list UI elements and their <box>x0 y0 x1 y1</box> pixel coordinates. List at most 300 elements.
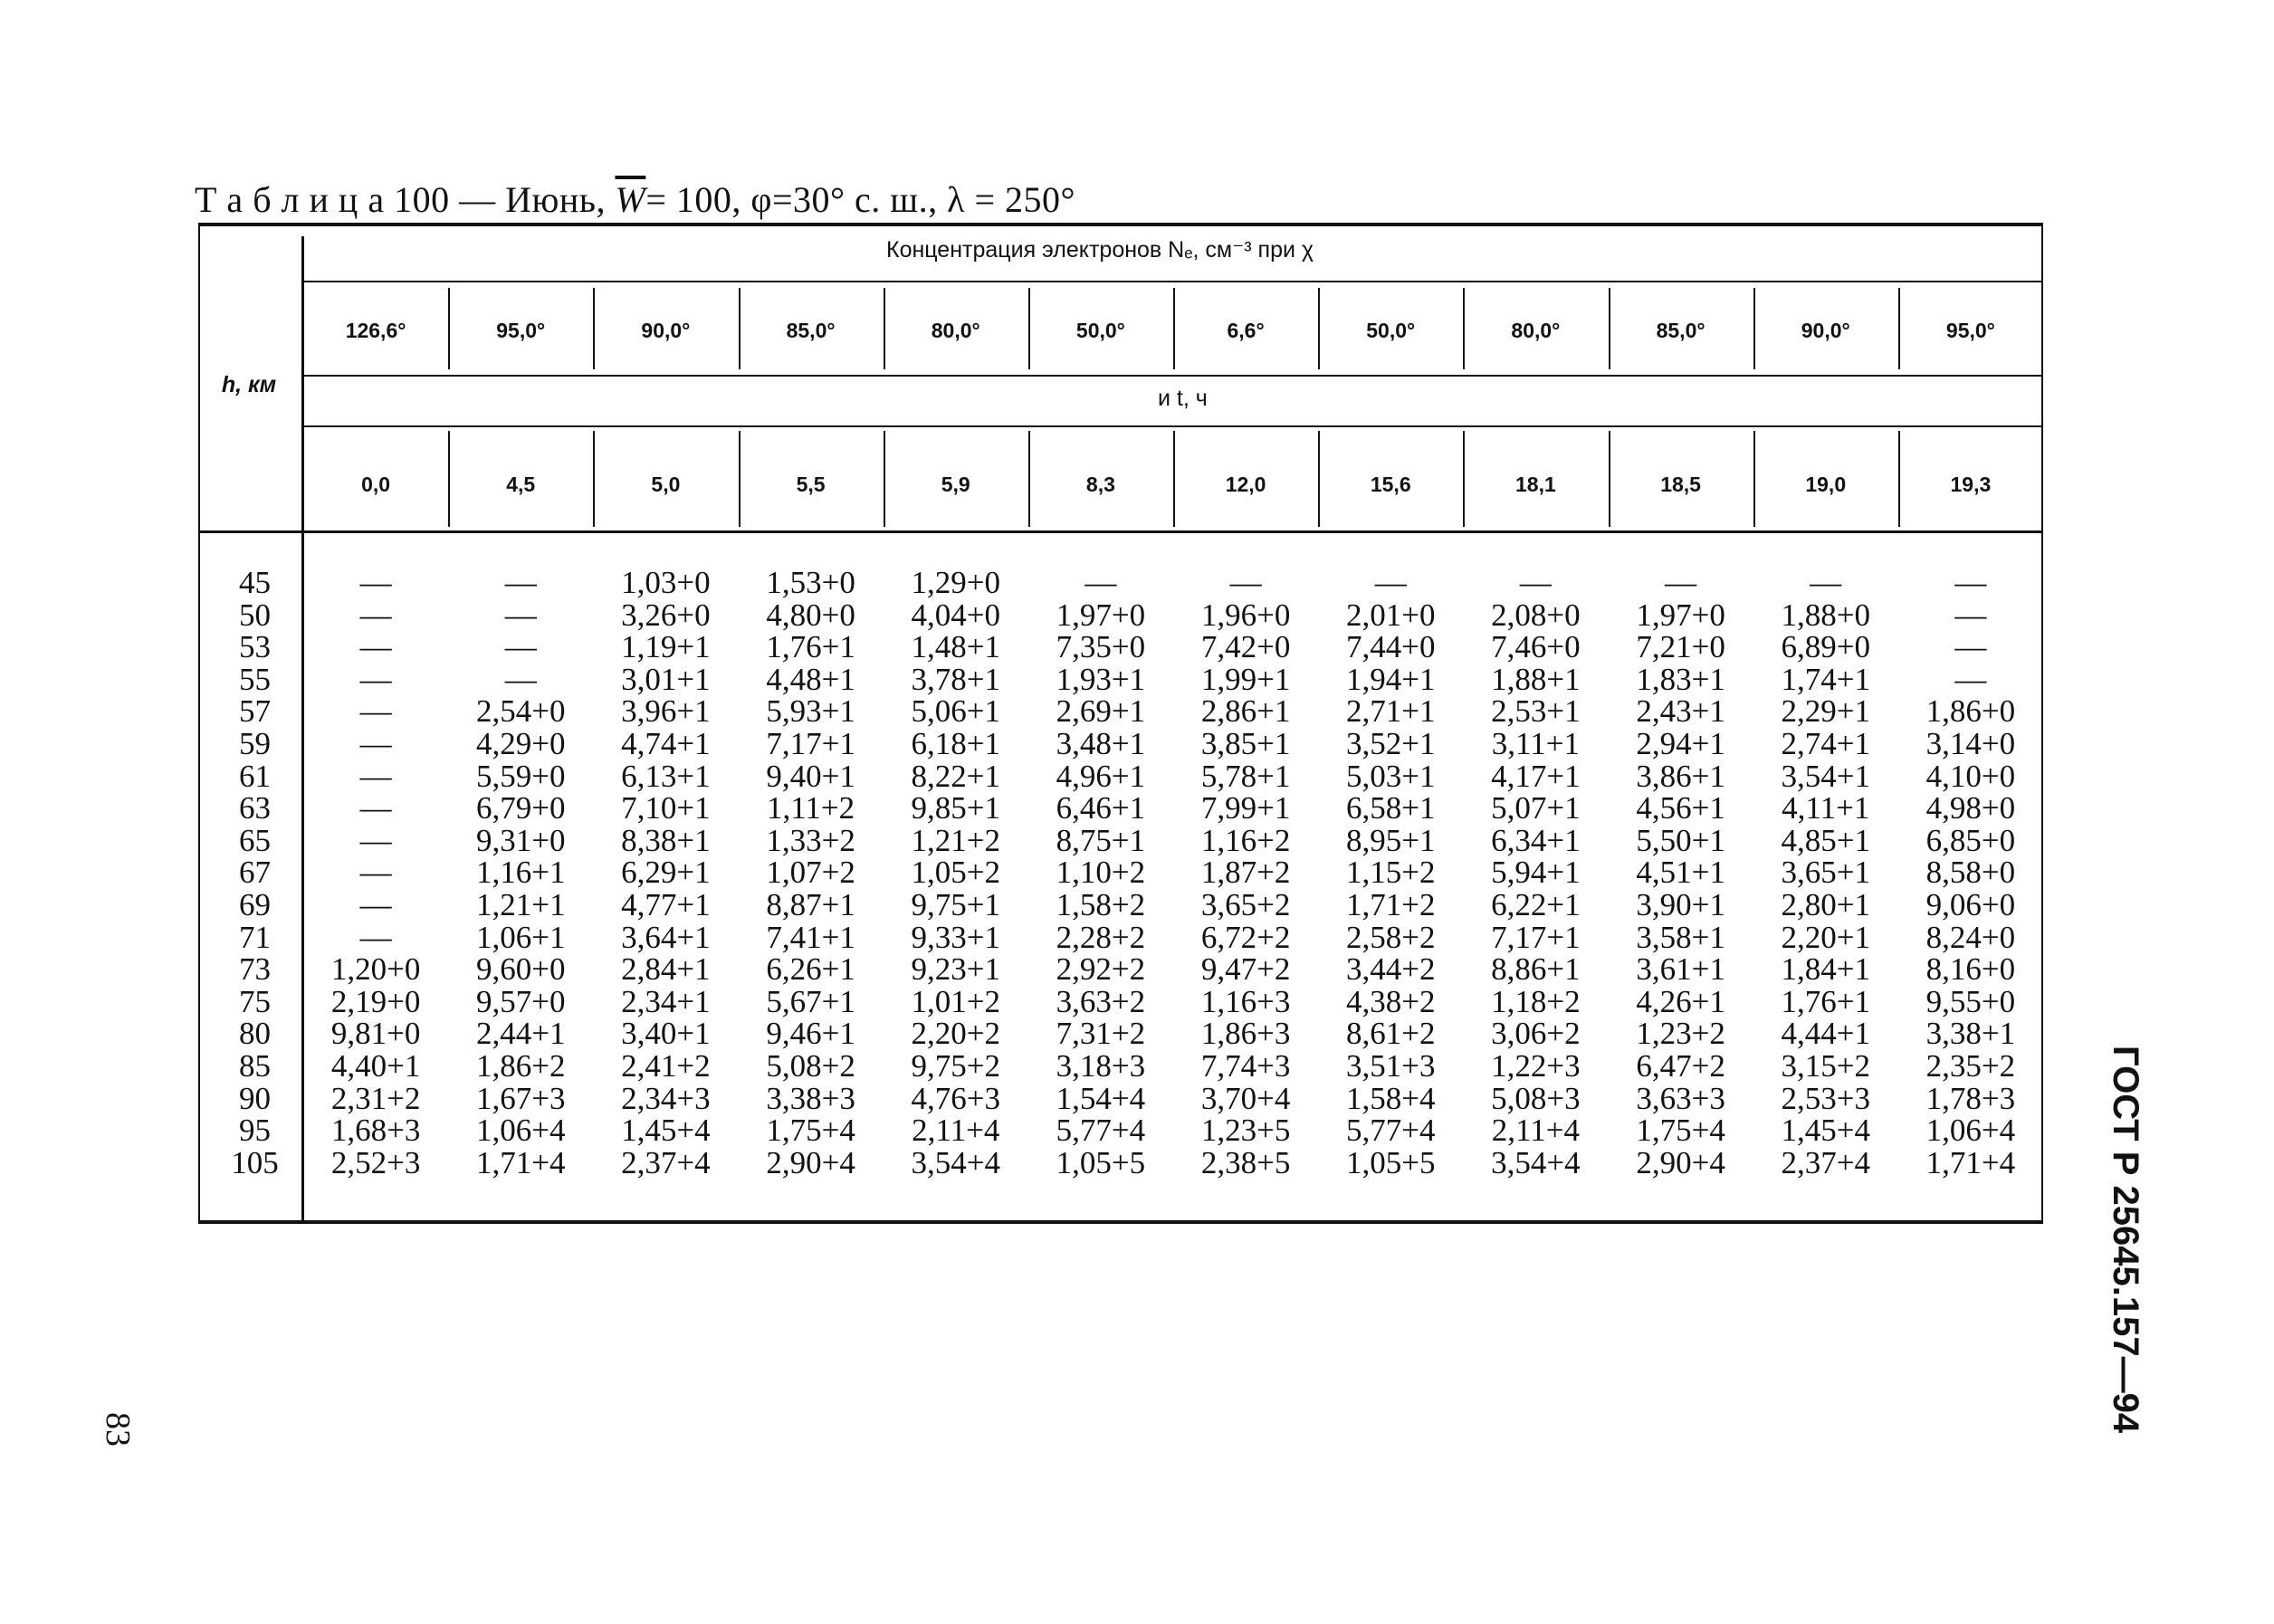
value-cell: 8,87+1 <box>766 887 855 922</box>
value-cell: 9,40+1 <box>766 758 855 794</box>
value-cell: 1,97+0 <box>1636 597 1725 633</box>
height-cell: 61 <box>239 758 271 794</box>
value-cell: 6,46+1 <box>1056 790 1146 826</box>
value-cell: 4,96+1 <box>1056 758 1146 794</box>
t-header-cell: 15,6 <box>1370 473 1411 496</box>
value-cell: 1,87+2 <box>1200 855 1291 891</box>
t-header-cell: 19,3 <box>1950 473 1992 496</box>
value-cell: — <box>1374 565 1407 600</box>
value-cell: 5,78+1 <box>1200 758 1291 794</box>
value-cell: 1,54+4 <box>1056 1080 1146 1116</box>
value-cell: 1,84+1 <box>1781 951 1870 988</box>
value-cell: 1,21+2 <box>911 822 1000 858</box>
table-row <box>198 599 2043 632</box>
value-cell: — <box>504 597 537 633</box>
value-cell: 4,26+1 <box>1636 983 1725 1019</box>
value-cell: 3,26+0 <box>621 597 711 633</box>
value-cell: 9,31+0 <box>475 822 566 858</box>
value-cell: 1,07+2 <box>766 855 855 891</box>
value-cell: 8,22+1 <box>911 758 1000 794</box>
value-cell: 8,58+0 <box>1925 855 2016 891</box>
value-cell: 1,75+4 <box>1636 1113 1725 1149</box>
value-cell: 9,75+2 <box>911 1048 1000 1084</box>
table-row <box>198 889 2043 922</box>
table-row <box>198 1080 2043 1116</box>
t-header-cell: 18,1 <box>1515 473 1556 496</box>
height-cell: 63 <box>239 790 271 826</box>
table-caption <box>195 178 1075 221</box>
value-cell: 1,58+4 <box>1345 1080 1436 1116</box>
value-cell: 9,06+0 <box>1925 887 2016 922</box>
value-cell: 7,44+0 <box>1345 629 1436 665</box>
value-cell: — <box>1810 565 1842 600</box>
value-cell: 5,08+3 <box>1491 1080 1581 1116</box>
height-cell: 59 <box>239 726 271 761</box>
height-cell: 80 <box>239 1016 271 1052</box>
value-cell: 2,52+3 <box>330 1144 421 1180</box>
value-cell: 2,37+4 <box>1781 1144 1870 1180</box>
value-cell: 5,93+1 <box>766 693 855 730</box>
value-cell: 5,08+2 <box>766 1048 855 1084</box>
value-cell: 7,10+1 <box>621 790 711 826</box>
value-cell: 3,14+0 <box>1925 726 2016 761</box>
value-cell: 2,29+1 <box>1781 693 1870 730</box>
height-cell: 73 <box>239 951 271 988</box>
value-cell: 6,22+1 <box>1491 887 1581 922</box>
header-rule-2 <box>303 375 2043 377</box>
table-bottom-rule <box>198 1220 2043 1224</box>
value-cell: 1,86+2 <box>475 1048 566 1084</box>
value-cell: 4,48+1 <box>766 661 855 697</box>
caption-w-symbol: $\overline{W}$ <box>615 179 646 220</box>
value-cell: 6,85+0 <box>1925 822 2016 858</box>
value-cell: 2,80+1 <box>1781 887 1870 922</box>
value-cell: 9,47+2 <box>1200 951 1291 988</box>
height-cell: 90 <box>239 1080 271 1116</box>
value-cell: 1,71+4 <box>1925 1144 2016 1180</box>
value-cell: 1,05+2 <box>911 855 1000 891</box>
value-cell: 5,77+4 <box>1345 1113 1436 1149</box>
value-cell: 4,76+3 <box>911 1080 1000 1116</box>
value-cell: 1,16+2 <box>1200 822 1291 858</box>
header-rule-1 <box>303 281 2043 282</box>
value-cell: 4,85+1 <box>1781 822 1870 858</box>
value-cell: — <box>359 597 392 633</box>
value-cell: 2,84+1 <box>621 951 711 988</box>
chi-header-cell: 6,6° <box>1227 319 1265 342</box>
value-cell: 5,50+1 <box>1636 822 1725 858</box>
electron-concentration-table <box>198 223 2043 1224</box>
page-number: 83 <box>99 1412 137 1447</box>
value-cell: 3,18+3 <box>1056 1048 1146 1084</box>
value-cell: 2,69+1 <box>1056 693 1146 730</box>
chi-header-cell: 80,0° <box>1511 319 1561 342</box>
height-cell: 85 <box>239 1048 271 1084</box>
value-cell: 6,47+2 <box>1636 1048 1725 1084</box>
value-cell: 2,11+4 <box>912 1113 1000 1149</box>
value-cell: — <box>359 661 392 697</box>
table-row <box>198 983 2043 1019</box>
value-cell: 1,76+1 <box>1781 983 1870 1019</box>
table-top-rule <box>198 223 2043 226</box>
value-cell: 7,31+2 <box>1056 1016 1146 1052</box>
chi-header-cell: 90,0° <box>641 319 691 342</box>
value-cell: 1,23+5 <box>1200 1113 1291 1149</box>
value-cell: 7,42+0 <box>1200 629 1291 665</box>
table-row <box>198 631 2043 664</box>
value-cell: 2,92+2 <box>1056 951 1146 988</box>
value-cell: 3,90+1 <box>1636 887 1725 922</box>
value-cell: 2,86+1 <box>1200 693 1291 730</box>
value-cell: 4,80+0 <box>766 597 855 633</box>
chi-header-cell: 80,0° <box>931 319 980 342</box>
value-cell: 6,58+1 <box>1345 790 1436 826</box>
value-cell: 3,61+1 <box>1636 951 1725 988</box>
value-cell: 1,88+1 <box>1491 661 1581 697</box>
value-cell: — <box>359 790 392 826</box>
value-cell: 1,16+1 <box>475 855 566 891</box>
value-cell: 1,05+5 <box>1056 1144 1146 1180</box>
value-cell: — <box>359 919 392 955</box>
value-cell: 2,20+1 <box>1781 919 1870 955</box>
value-cell: 1,05+5 <box>1345 1144 1436 1180</box>
value-cell: 2,08+0 <box>1491 597 1581 633</box>
value-cell: 1,22+3 <box>1491 1048 1581 1084</box>
value-cell: — <box>359 693 392 730</box>
value-cell: — <box>359 629 392 665</box>
value-cell: 1,83+1 <box>1636 661 1725 697</box>
t-header-cell: 18,5 <box>1660 473 1701 496</box>
value-cell: 1,74+1 <box>1781 661 1870 697</box>
value-cell: 7,46+0 <box>1491 629 1581 665</box>
value-cell: 5,06+1 <box>911 693 1000 730</box>
value-cell: 1,45+4 <box>1781 1113 1870 1149</box>
value-cell: 9,81+0 <box>330 1016 421 1052</box>
value-cell: 4,44+1 <box>1781 1016 1870 1052</box>
value-cell: 2,35+2 <box>1925 1048 2016 1084</box>
value-cell: 1,99+1 <box>1200 661 1291 697</box>
value-cell: 4,98+0 <box>1925 790 2016 826</box>
value-cell: 6,29+1 <box>621 855 711 891</box>
value-cell: — <box>359 887 392 922</box>
t-header-cell: 19,0 <box>1805 473 1847 496</box>
t-header-cell: 12,0 <box>1225 473 1266 496</box>
t-header-cell: 5,5 <box>796 473 826 496</box>
value-cell: — <box>1665 565 1697 600</box>
caption-prefix: Т а б л и ц а 100 — Июнь, <box>195 179 616 220</box>
value-cell: 4,17+1 <box>1491 758 1581 794</box>
value-cell: 7,21+0 <box>1636 629 1725 665</box>
value-cell: 3,96+1 <box>621 693 711 730</box>
value-cell: 7,99+1 <box>1200 790 1291 826</box>
value-cell: 3,38+3 <box>766 1080 855 1116</box>
table-row <box>198 728 2043 760</box>
value-cell: 9,46+1 <box>766 1016 855 1052</box>
height-cell: 65 <box>239 822 271 858</box>
value-cell: 1,45+4 <box>621 1113 711 1149</box>
table-row <box>198 661 2043 697</box>
height-cell: 71 <box>239 919 271 955</box>
value-cell: 3,63+2 <box>1056 983 1146 1019</box>
t-header-cell: 0,0 <box>361 473 391 496</box>
table-row <box>198 822 2043 858</box>
value-cell: 8,38+1 <box>621 822 711 858</box>
value-cell: 8,24+0 <box>1925 919 2016 955</box>
height-cell: 50 <box>239 597 271 633</box>
height-cell: 53 <box>239 629 271 665</box>
value-cell: 8,61+2 <box>1345 1016 1436 1052</box>
table-row <box>198 856 2043 889</box>
t-header-cell: 5,0 <box>651 473 681 496</box>
value-cell: — <box>1229 565 1262 600</box>
value-cell: 4,51+1 <box>1636 855 1725 891</box>
value-cell: 1,18+2 <box>1491 983 1581 1019</box>
value-cell: 4,40+1 <box>330 1048 421 1084</box>
value-cell: 1,23+2 <box>1636 1016 1725 1052</box>
value-cell: — <box>1954 597 1987 633</box>
value-cell: 2,19+0 <box>330 983 421 1019</box>
value-cell: 1,68+3 <box>330 1113 421 1149</box>
t-header-cell: 8,3 <box>1085 473 1115 496</box>
table-row <box>198 919 2043 955</box>
value-cell: — <box>1954 661 1987 697</box>
value-cell: 2,90+4 <box>1636 1144 1725 1180</box>
value-cell: 1,93+1 <box>1056 661 1146 697</box>
value-cell: 1,96+0 <box>1200 597 1291 633</box>
value-cell: — <box>1954 629 1987 665</box>
value-cell: 1,06+4 <box>1925 1113 2016 1149</box>
value-cell: — <box>504 565 537 600</box>
value-cell: 4,10+0 <box>1925 758 2016 794</box>
value-cell: 1,29+0 <box>911 565 1000 600</box>
value-cell: 1,48+1 <box>911 629 1000 665</box>
height-cell: 67 <box>239 855 271 891</box>
value-cell: 1,20+0 <box>330 951 421 988</box>
value-cell: 2,74+1 <box>1781 726 1870 761</box>
value-cell: 1,94+1 <box>1345 661 1436 697</box>
value-cell: 5,67+1 <box>766 983 855 1019</box>
value-cell: 1,58+2 <box>1056 887 1146 922</box>
value-cell: 9,55+0 <box>1925 983 2016 1019</box>
value-cell: 2,53+3 <box>1781 1080 1870 1116</box>
value-cell: 3,65+1 <box>1781 855 1870 891</box>
value-cell: 3,06+2 <box>1491 1016 1581 1052</box>
sub-header-t: и t, ч <box>1158 386 1208 411</box>
height-cell: 95 <box>239 1113 271 1149</box>
value-cell: — <box>1084 565 1117 600</box>
table-row <box>198 760 2043 793</box>
value-cell: 6,18+1 <box>911 726 1000 761</box>
value-cell: 6,34+1 <box>1491 822 1581 858</box>
value-cell: 9,23+1 <box>911 951 1000 988</box>
value-cell: 5,03+1 <box>1345 758 1436 794</box>
value-cell: 1,53+0 <box>766 565 855 600</box>
table-row <box>198 1114 2043 1147</box>
value-cell: 3,44+2 <box>1345 951 1436 988</box>
value-cell: 9,75+1 <box>911 887 1000 922</box>
value-cell: 3,52+1 <box>1345 726 1436 761</box>
value-cell: 3,64+1 <box>621 919 711 955</box>
value-cell: — <box>359 758 392 794</box>
value-cell: 5,94+1 <box>1491 855 1581 891</box>
value-cell: 2,53+1 <box>1491 693 1581 730</box>
value-cell: 1,10+2 <box>1056 855 1146 891</box>
t-header-cell: 5,9 <box>941 473 970 496</box>
value-cell: 2,71+1 <box>1345 693 1436 730</box>
height-cell: 45 <box>239 565 271 600</box>
header-rule-3 <box>303 425 2043 427</box>
value-cell: 1,86+3 <box>1200 1016 1291 1052</box>
value-cell: 1,78+3 <box>1925 1080 2016 1116</box>
table-row <box>198 567 2043 599</box>
height-cell: 69 <box>239 887 271 922</box>
value-cell: — <box>504 629 537 665</box>
value-cell: 7,17+1 <box>1491 919 1581 955</box>
value-cell: 3,70+4 <box>1200 1080 1291 1116</box>
value-cell: 3,54+4 <box>911 1144 1000 1180</box>
value-cell: 1,86+0 <box>1925 693 2016 730</box>
value-cell: 6,89+0 <box>1781 629 1870 665</box>
value-cell: 2,54+0 <box>475 693 566 730</box>
value-cell: 1,88+0 <box>1781 597 1870 633</box>
value-cell: 8,16+0 <box>1925 951 2016 988</box>
value-cell: 9,57+0 <box>475 983 566 1019</box>
chi-header-cell: 50,0° <box>1075 319 1125 342</box>
value-cell: 1,97+0 <box>1056 597 1146 633</box>
value-cell: 3,38+1 <box>1925 1016 2016 1052</box>
value-cell: 1,75+4 <box>766 1113 855 1149</box>
value-cell: 2,34+1 <box>621 983 711 1019</box>
value-cell: 2,11+4 <box>1491 1113 1580 1149</box>
table-row <box>198 1050 2043 1083</box>
value-cell: 3,65+2 <box>1200 887 1291 922</box>
value-cell: 2,20+2 <box>911 1016 1000 1052</box>
value-cell: 9,33+1 <box>911 919 1000 955</box>
value-cell: 7,35+0 <box>1056 629 1146 665</box>
value-cell: 3,40+1 <box>621 1016 711 1052</box>
value-cell: 2,37+4 <box>621 1144 711 1180</box>
t-header-cell: 4,5 <box>506 473 536 496</box>
value-cell: 6,13+1 <box>621 758 711 794</box>
value-cell: — <box>359 565 392 600</box>
value-cell: — <box>359 822 392 858</box>
value-cell: 3,48+1 <box>1056 726 1146 761</box>
value-cell: 8,86+1 <box>1491 951 1581 988</box>
value-cell: 3,51+3 <box>1345 1048 1436 1084</box>
value-cell: 8,95+1 <box>1345 822 1436 858</box>
height-cell: 75 <box>239 983 271 1019</box>
chi-header-cell: 50,0° <box>1366 319 1416 342</box>
caption-suffix: = 100, φ=30° с. ш., λ = 250° <box>645 179 1076 220</box>
chi-header-cell: 95,0° <box>496 319 546 342</box>
value-cell: 2,90+4 <box>766 1144 855 1180</box>
value-cell: — <box>359 855 392 891</box>
value-cell: 1,16+3 <box>1200 983 1291 1019</box>
value-cell: 4,56+1 <box>1636 790 1725 826</box>
value-cell: 4,11+1 <box>1782 790 1870 826</box>
value-cell: 3,54+1 <box>1781 758 1870 794</box>
row-header-h-km: h, км <box>221 372 277 397</box>
value-cell: — <box>359 726 392 761</box>
value-cell: 2,31+2 <box>330 1080 421 1116</box>
value-cell: 4,74+1 <box>621 726 711 761</box>
value-cell: 3,63+3 <box>1636 1080 1725 1116</box>
table-row <box>198 792 2043 825</box>
value-cell: 1,71+2 <box>1345 887 1436 922</box>
value-cell: 3,01+1 <box>621 661 711 697</box>
value-cell: 2,58+2 <box>1345 919 1436 955</box>
value-cell: 3,86+1 <box>1636 758 1725 794</box>
value-cell: 1,06+4 <box>475 1113 566 1149</box>
table-row <box>198 953 2043 986</box>
value-cell: 2,43+1 <box>1636 693 1725 730</box>
value-cell: 2,44+1 <box>475 1016 566 1052</box>
value-cell: 2,01+0 <box>1345 597 1436 633</box>
chi-header-cell: 90,0° <box>1801 319 1850 342</box>
value-cell: 4,29+0 <box>475 726 566 761</box>
value-cell: 5,59+0 <box>475 758 566 794</box>
value-cell: 6,26+1 <box>766 951 855 988</box>
value-cell: 4,77+1 <box>621 887 711 922</box>
chi-header-cell: 95,0° <box>1945 319 1995 342</box>
value-cell: 1,11+2 <box>766 790 855 826</box>
table-row <box>198 695 2043 728</box>
value-cell: 7,17+1 <box>766 726 855 761</box>
height-cell: 57 <box>239 693 271 730</box>
value-cell: 2,41+2 <box>621 1048 711 1084</box>
value-cell: 1,03+0 <box>621 565 711 600</box>
value-cell: 1,33+2 <box>766 822 855 858</box>
value-cell: 9,60+0 <box>475 951 566 988</box>
value-cell: 4,04+0 <box>911 597 1000 633</box>
value-cell: 9,85+1 <box>911 790 1000 826</box>
value-cell: 1,21+1 <box>475 887 566 922</box>
value-cell: 1,06+1 <box>475 919 566 955</box>
height-cell: 55 <box>239 661 271 697</box>
chi-header-cell: 85,0° <box>786 319 836 342</box>
value-cell: 8,75+1 <box>1056 822 1146 858</box>
value-cell: 3,85+1 <box>1200 726 1291 761</box>
value-cell: — <box>1519 565 1552 600</box>
gost-side-label: ГОСТ Р 25645.157—94 <box>2106 1046 2145 1434</box>
value-cell: — <box>1954 565 1987 600</box>
value-cell: 1,76+1 <box>766 629 855 665</box>
value-cell: 3,58+1 <box>1636 919 1725 955</box>
table-row <box>198 1017 2043 1050</box>
value-cell: 2,34+3 <box>621 1080 711 1116</box>
value-cell: 3,15+2 <box>1781 1048 1870 1084</box>
header-rule-4 <box>198 530 2043 533</box>
value-cell: 7,41+1 <box>766 919 855 955</box>
value-cell: 6,79+0 <box>475 790 566 826</box>
value-cell: 1,01+2 <box>911 983 1000 1019</box>
value-cell: 3,11+1 <box>1491 726 1580 761</box>
chi-header-cell: 126,6° <box>345 319 406 342</box>
value-cell: 1,19+1 <box>621 629 711 665</box>
value-cell: 5,77+4 <box>1056 1113 1146 1149</box>
value-cell: 4,38+2 <box>1345 983 1436 1019</box>
height-cell: 105 <box>231 1144 279 1180</box>
value-cell: 2,28+2 <box>1056 919 1146 955</box>
value-cell: 1,71+4 <box>475 1144 566 1180</box>
value-cell: 2,38+5 <box>1200 1144 1291 1180</box>
group-header: Концентрация электронов Nₑ, см⁻³ при χ <box>886 237 1314 263</box>
table-row <box>198 1144 2043 1180</box>
value-cell: 5,07+1 <box>1491 790 1581 826</box>
value-cell: — <box>504 661 537 697</box>
value-cell: 1,67+3 <box>475 1080 566 1116</box>
value-cell: 1,15+2 <box>1345 855 1436 891</box>
